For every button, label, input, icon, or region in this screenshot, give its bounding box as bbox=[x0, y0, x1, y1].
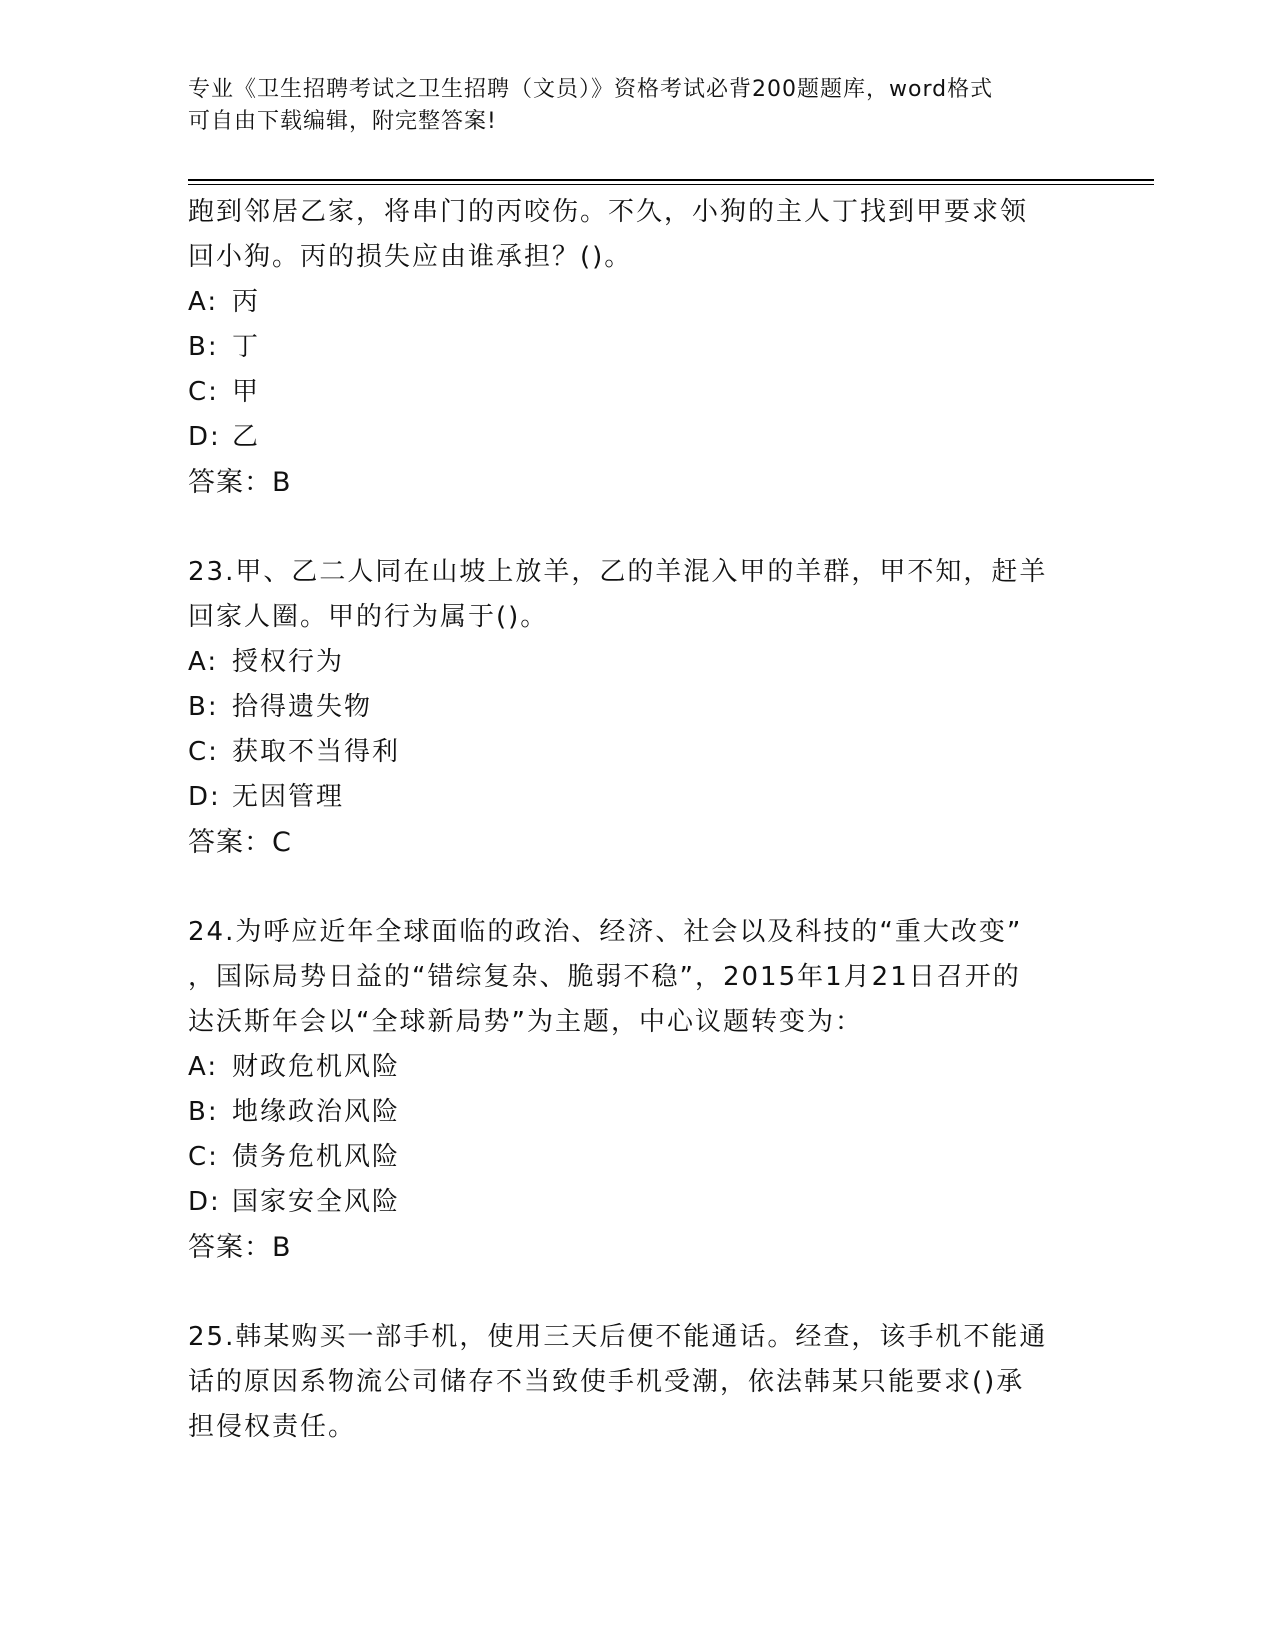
option-b bbox=[188, 1090, 1088, 1135]
question-23 bbox=[188, 550, 1088, 865]
option-text: 国家安全风险 bbox=[232, 1187, 401, 1217]
question-text-line: 23.甲、乙二人同在山坡上放羊，乙的羊混入甲的羊群，甲不知，赶羊 bbox=[188, 557, 1048, 587]
option-d bbox=[188, 1180, 1088, 1225]
option-text: 财政危机风险 bbox=[232, 1052, 401, 1082]
option-letter: C: bbox=[188, 737, 219, 767]
option-b bbox=[188, 685, 1088, 730]
answer-line: 答案：C bbox=[188, 827, 292, 858]
option-letter: B: bbox=[188, 1097, 219, 1127]
option-d bbox=[188, 775, 1088, 820]
header-rule-thick bbox=[188, 179, 1154, 181]
answer-line: 答案：B bbox=[188, 1232, 292, 1263]
option-letter: A: bbox=[188, 287, 219, 317]
answer-line: 答案：B bbox=[188, 467, 292, 498]
question-text-line: 达沃斯年会以“全球新局势”为主题，中心议题转变为： bbox=[188, 1007, 863, 1037]
option-letter: D: bbox=[188, 1187, 221, 1217]
option-letter: D: bbox=[188, 782, 221, 812]
option-d bbox=[188, 415, 1088, 460]
option-letter: C: bbox=[188, 377, 219, 407]
option-letter: A: bbox=[188, 647, 219, 677]
question-25 bbox=[188, 1315, 1088, 1450]
option-a bbox=[188, 280, 1088, 325]
question-text-line: 回小狗。丙的损失应由谁承担？()。 bbox=[188, 242, 633, 272]
header-rule-thin bbox=[188, 184, 1154, 185]
option-text: 获取不当得利 bbox=[232, 737, 401, 767]
option-letter: C: bbox=[188, 1142, 219, 1172]
option-letter: B: bbox=[188, 332, 219, 362]
question-text-line: 回家人圈。甲的行为属于()。 bbox=[188, 602, 549, 632]
option-b bbox=[188, 325, 1088, 370]
question-gap bbox=[188, 505, 1088, 550]
question-list bbox=[188, 190, 1088, 1450]
question-gap bbox=[188, 865, 1088, 910]
header-title-line2: 可自由下载编辑，附完整答案! bbox=[188, 109, 497, 134]
option-text: 甲 bbox=[232, 377, 261, 407]
option-letter: D: bbox=[188, 422, 221, 452]
option-letter: A: bbox=[188, 1052, 219, 1082]
option-text: 拾得遗失物 bbox=[232, 692, 373, 722]
document-header bbox=[188, 74, 1088, 138]
option-a bbox=[188, 640, 1088, 685]
option-text: 无因管理 bbox=[232, 782, 345, 812]
question-text-line: 24.为呼应近年全球面临的政治、经济、社会以及科技的“重大改变” bbox=[188, 917, 1023, 947]
option-text: 地缘政治风险 bbox=[232, 1097, 401, 1127]
question-22 bbox=[188, 190, 1088, 505]
question-24 bbox=[188, 910, 1088, 1270]
option-text: 授权行为 bbox=[232, 647, 345, 677]
header-title-line1: 专业《卫生招聘考试之卫生招聘（文员）》资格考试必背200题题库，word格式 bbox=[188, 77, 994, 102]
option-text: 债务危机风险 bbox=[232, 1142, 401, 1172]
question-text-line: ，国际局势日益的“错综复杂、脆弱不稳”，2015年1月21日召开的 bbox=[188, 962, 1021, 992]
question-text-line: 话的原因系物流公司储存不当致使手机受潮，依法韩某只能要求()承 bbox=[188, 1367, 1025, 1397]
option-letter: B: bbox=[188, 692, 219, 722]
option-c bbox=[188, 1135, 1088, 1180]
question-gap bbox=[188, 1270, 1088, 1315]
question-text-line: 跑到邻居乙家，将串门的丙咬伤。不久，小狗的主人丁找到甲要求领 bbox=[188, 197, 1029, 227]
option-c bbox=[188, 370, 1088, 415]
question-text-line: 25.韩某购买一部手机，使用三天后便不能通话。经查，该手机不能通 bbox=[188, 1322, 1048, 1352]
option-a bbox=[188, 1045, 1088, 1090]
option-text: 丁 bbox=[232, 332, 261, 362]
option-text: 乙 bbox=[232, 422, 261, 452]
option-text: 丙 bbox=[232, 287, 261, 317]
question-text-line: 担侵权责任。 bbox=[188, 1412, 357, 1442]
option-c bbox=[188, 730, 1088, 775]
